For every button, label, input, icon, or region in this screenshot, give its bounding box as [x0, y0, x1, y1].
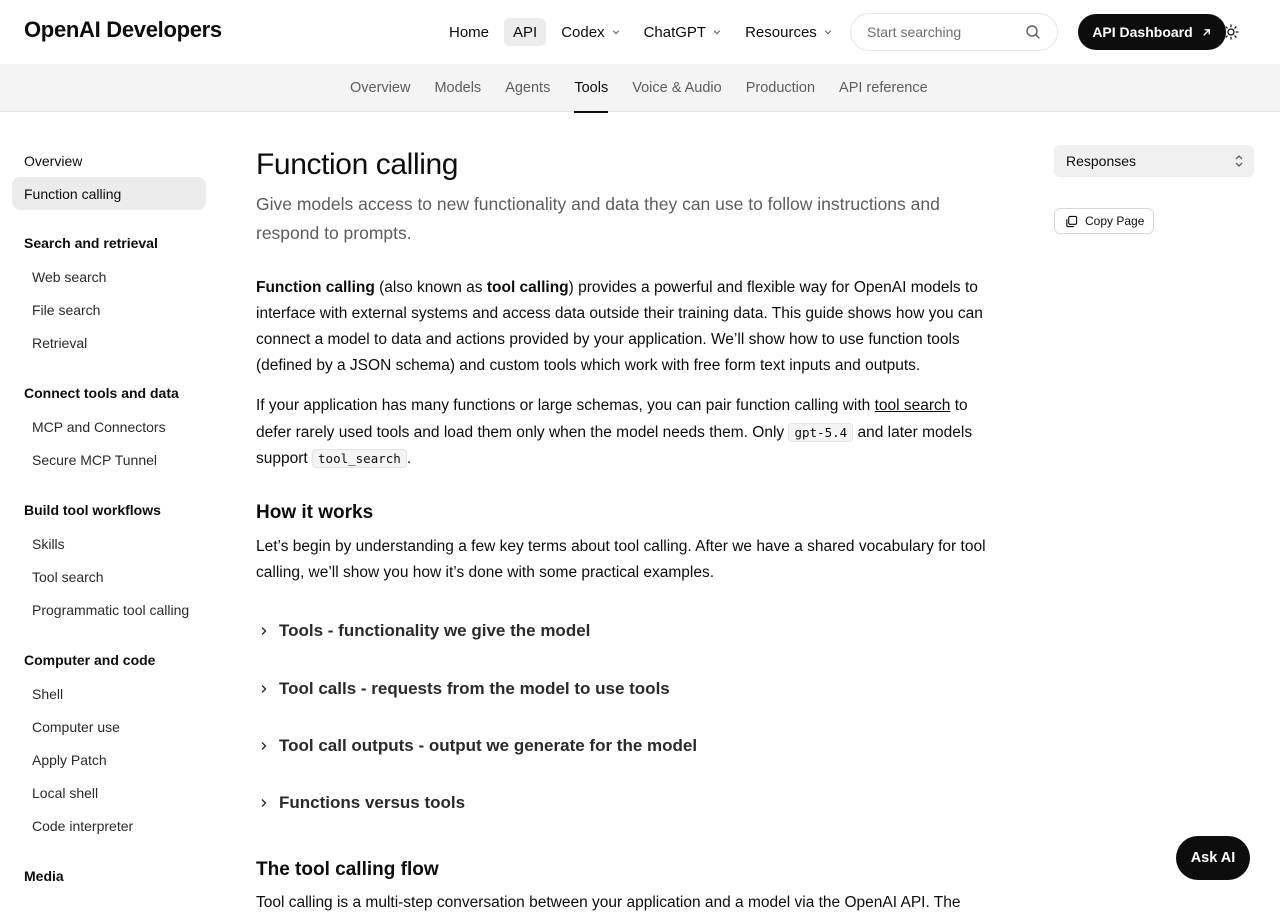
- page-title: Function calling: [256, 148, 459, 181]
- how-it-works-paragraph: Let’s begin by understanding a few key terms about tool calling. After we have a shared vocabulary for tool calling, we’ll show you how it’s done with some practical examples.: [256, 538, 986, 581]
- sidebar-item-function-calling[interactable]: Function calling: [12, 177, 206, 210]
- chevron-right-icon: [259, 684, 269, 694]
- page-subtitle: Give models access to new functionality and data they can use to follow instructions and respond to prompts.: [256, 194, 940, 243]
- text: .: [406, 450, 412, 467]
- api-variant-value: Responses: [1066, 153, 1137, 169]
- section-subnav: [0, 64, 1280, 112]
- ask-ai-button[interactable]: Ask AI: [1176, 836, 1250, 880]
- sidebar-item-shell[interactable]: Shell: [32, 685, 64, 702]
- accordion-tool-calls[interactable]: [256, 674, 670, 704]
- sidebar: [0, 112, 230, 882]
- nav-codex-label: Codex: [561, 23, 605, 41]
- sun-icon[interactable]: [1223, 24, 1239, 40]
- brand-logo[interactable]: OpenAI Developers: [24, 17, 222, 42]
- tool-search-paragraph: [256, 393, 1000, 473]
- inline-code: tool_search: [312, 449, 407, 468]
- sidebar-item-computer-use[interactable]: Computer use: [32, 718, 120, 735]
- search-input[interactable]: [867, 14, 1027, 50]
- sidebar-section-heading: Computer and code: [24, 652, 156, 668]
- chevron-down-icon: [612, 28, 620, 36]
- tool-search-link[interactable]: tool search: [874, 397, 951, 414]
- inline-code: gpt-5.4: [788, 423, 853, 442]
- sidebar-item-web-search[interactable]: Web search: [32, 268, 107, 285]
- nav-home-label: Home: [449, 23, 490, 41]
- accordion-label: Tool calls - requests from the model to use tools: [279, 679, 670, 698]
- sidebar-item-local-shell[interactable]: Local shell: [32, 784, 99, 801]
- tab-overview[interactable]: Overview: [350, 80, 411, 96]
- chevron-right-icon: [259, 626, 269, 636]
- nav-home[interactable]: [440, 18, 498, 46]
- sidebar-item-overview[interactable]: Overview: [24, 152, 83, 169]
- nav-chatgpt[interactable]: [635, 18, 731, 46]
- tab-agents[interactable]: Agents: [505, 80, 551, 96]
- accordion-label: Functions versus tools: [279, 793, 466, 812]
- sidebar-item-tool-search[interactable]: Tool search: [32, 568, 104, 585]
- accordion-label: Tools - functionality we give the model: [279, 621, 591, 640]
- text: (also known as: [374, 279, 487, 296]
- search-box: [850, 13, 1058, 51]
- section-heading-how-it-works: How it works: [256, 502, 374, 523]
- sidebar-item-mcp-connectors[interactable]: MCP and Connectors: [32, 418, 166, 435]
- sidebar-item-apply-patch[interactable]: Apply Patch: [32, 751, 107, 768]
- nav-chatgpt-label: ChatGPT: [643, 23, 707, 41]
- intro-paragraph: [256, 275, 1000, 379]
- sidebar-section-heading: Search and retrieval: [24, 235, 158, 251]
- accordion-tool-call-outputs[interactable]: [256, 731, 697, 761]
- sidebar-section-heading: Connect tools and data: [24, 385, 179, 401]
- text: ) provides a powerful and flexible way for OpenAI models to interface with external systems and access data outside their training data. This guide shows how you can connect a model to data and actions provided by your application. We’ll show how to use function tools (defined by a JSON schema) and custom tools which work with free form text inputs and outputs.: [256, 279, 983, 374]
- copy-page-label: Copy Page: [1085, 214, 1145, 228]
- text: If your application has many functions or large schemas, you can pair function calling with: [256, 397, 875, 414]
- copy-page-button[interactable]: [1054, 208, 1154, 234]
- nav-resources-label: Resources: [745, 23, 817, 41]
- api-dashboard-button[interactable]: [1078, 14, 1226, 50]
- chevron-right-icon: [259, 741, 269, 751]
- sidebar-item-file-search[interactable]: File search: [32, 301, 101, 318]
- term-tool-calling: tool calling: [486, 279, 569, 296]
- main-content: [256, 112, 1006, 911]
- nav-api[interactable]: [504, 18, 546, 46]
- accordion-label: Tool call outputs - output we generate for the model: [279, 736, 698, 755]
- sidebar-item-retrieval[interactable]: Retrieval: [32, 334, 88, 351]
- tab-api-reference[interactable]: API reference: [839, 80, 928, 96]
- accordion-tools[interactable]: [256, 616, 590, 646]
- sidebar-item-secure-mcp-tunnel[interactable]: Secure MCP Tunnel: [32, 451, 158, 468]
- nav-resources[interactable]: [736, 18, 841, 46]
- sidebar-item-programmatic-tool-calling[interactable]: Programmatic tool calling: [32, 601, 190, 618]
- tab-tools[interactable]: Tools: [562, 64, 620, 112]
- section-heading-tool-calling-flow: The tool calling flow: [256, 859, 439, 880]
- sidebar-section-heading: Media: [24, 868, 64, 884]
- text: and later models support: [256, 423, 973, 467]
- chevron-down-icon: [713, 28, 721, 36]
- sidebar-item-code-interpreter[interactable]: Code interpreter: [32, 817, 134, 834]
- tab-models[interactable]: Models: [434, 80, 482, 96]
- sidebar-section-heading: Build tool workflows: [24, 502, 161, 518]
- top-nav: [440, 18, 847, 46]
- chevron-up-down-icon: [1234, 154, 1244, 168]
- accordion-functions-vs-tools[interactable]: [256, 788, 465, 818]
- api-dashboard-label: API Dashboard: [1092, 24, 1193, 40]
- tool-calling-flow-paragraph: Tool calling is a multi-step conversation between your application and a model via the OpenAI API. The: [256, 894, 961, 911]
- top-header: [0, 0, 1280, 64]
- search-icon[interactable]: [1025, 24, 1041, 40]
- arrow-up-right-icon: [1201, 27, 1212, 38]
- term-function-calling: Function calling: [256, 279, 375, 296]
- tab-production[interactable]: Production: [745, 80, 816, 96]
- chevron-down-icon: [824, 28, 832, 36]
- nav-codex[interactable]: [552, 18, 628, 46]
- copy-icon: [1065, 215, 1078, 228]
- text: to defer rarely used tools and load them only when the model needs them. Only: [256, 397, 968, 441]
- tab-voice-audio[interactable]: Voice & Audio: [632, 80, 722, 96]
- chevron-right-icon: [259, 798, 269, 808]
- nav-api-label: API: [513, 23, 538, 41]
- sidebar-item-skills[interactable]: Skills: [32, 535, 65, 552]
- api-variant-select[interactable]: [1054, 145, 1254, 177]
